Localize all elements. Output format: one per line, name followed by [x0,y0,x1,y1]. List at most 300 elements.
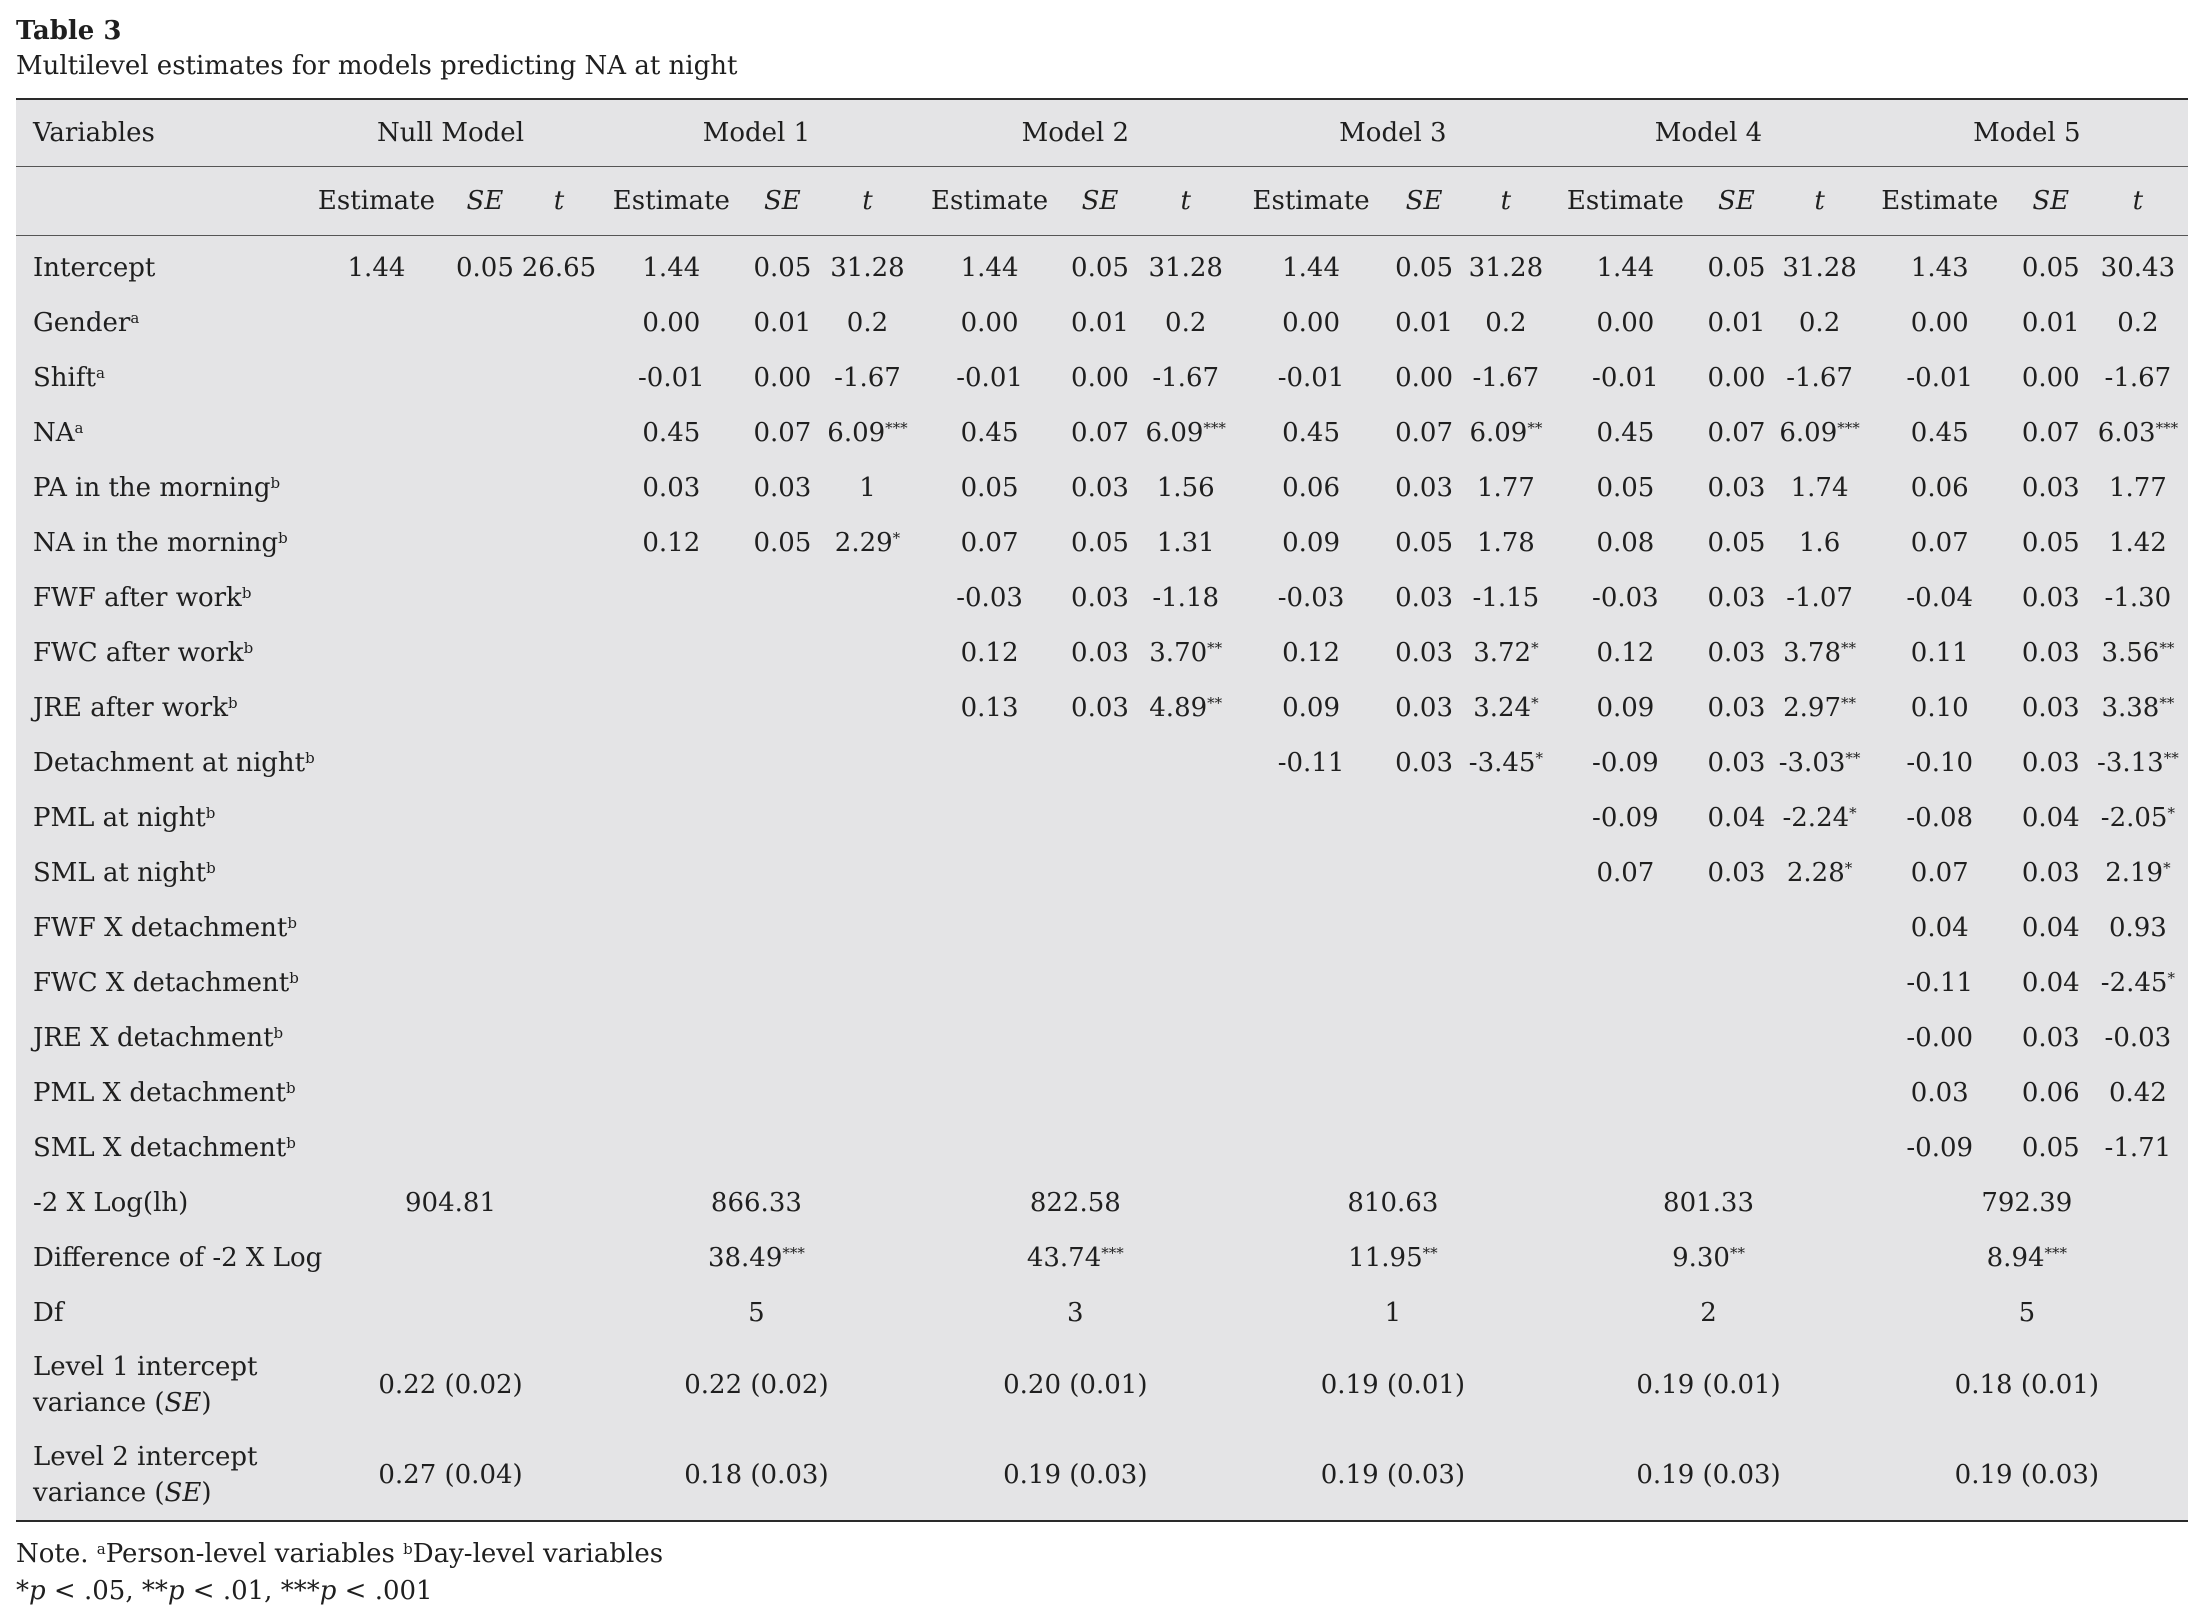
estimate-cell [916,570,1063,625]
cell-value: 0.00 [753,362,812,393]
cell-value: -0.00 [1906,1022,1974,1053]
cell-value: 6.03 [2097,417,2156,448]
estimate-cell [1551,735,1699,790]
table-row [16,1120,2188,1175]
se-cell [746,1010,819,1065]
t-cell [521,1120,596,1175]
se-cell [1063,735,1137,790]
estimate-cell [304,515,448,570]
significance-stars: ** [1207,693,1223,712]
t-cell [819,236,916,296]
cell-value: 0.03 [1395,472,1454,503]
fit-value-cell [1551,1285,1865,1340]
p-star: ** [141,1576,168,1606]
fit-label: -2 X Log(lh) [33,1187,189,1218]
se-cell [449,790,522,845]
se-cell [1388,350,1461,405]
significance-stars: * [892,528,901,547]
note-sup-b: b [403,1540,413,1558]
table-row [16,790,2188,845]
model-header: Model 1 [597,99,917,167]
variable-label [16,845,304,900]
t-header: t [819,167,916,236]
table-row [16,625,2188,680]
cell-value: 0.03 [1707,857,1766,888]
se-cell [746,790,819,845]
p-star: * [16,1576,29,1606]
fit-value: 3 [1067,1297,1084,1328]
se-cell [449,350,522,405]
se-cell [449,1120,522,1175]
fit-value-cell [597,1230,917,1285]
se-cell [746,955,819,1010]
cell-value: 0.03 [1707,472,1766,503]
t-cell [521,845,596,900]
cell-value: 0.2 [1485,307,1527,338]
variable-label [16,570,304,625]
se-cell [2014,1010,2088,1065]
estimate-cell [1866,955,2014,1010]
t-cell [2088,460,2188,515]
estimate-cell [1866,350,2014,405]
cell-value: 0.03 [2021,472,2080,503]
cell-value: 0.03 [2021,1022,2080,1053]
variable-label [16,460,304,515]
t-cell [1773,625,1865,680]
model-header: Model 4 [1551,99,1865,167]
t-cell [2088,570,2188,625]
cell-value: 0.12 [1596,637,1655,668]
fit-value: 38.49 [707,1242,783,1273]
se-cell [1388,955,1461,1010]
empty-header-cell [16,167,304,236]
cell-value: 0.05 [960,472,1019,503]
t-cell [1773,236,1865,296]
variable-label [16,515,304,570]
t-cell [819,1010,916,1065]
se-cell [2014,350,2088,405]
t-cell [1773,1010,1865,1065]
table-row [16,735,2188,790]
estimate-cell [597,350,746,405]
se-cell [1388,790,1461,845]
cell-value: 0.01 [2021,307,2080,338]
cell-value: 1.44 [960,252,1019,283]
se-cell [746,236,819,296]
t-cell [819,350,916,405]
fit-row [16,1230,2188,1285]
estimate-cell [916,955,1063,1010]
variance-row [16,1430,2188,1521]
variable-label [16,735,315,790]
se-cell [746,900,819,955]
note-line-1 [16,1536,2188,1573]
se-cell [1063,900,1137,955]
t-cell [1773,1065,1865,1120]
se-cell [1063,350,1137,405]
estimate-cell [1551,1010,1699,1065]
cell-value: 0.07 [1707,417,1766,448]
variable-name: PA in the morning [33,472,271,503]
se-cell [1388,680,1461,735]
cell-value: 0.03 [1071,582,1129,613]
fit-value-cell [1866,1230,2188,1285]
t-cell [1773,680,1865,735]
table-note [16,1522,2188,1614]
se-cell [1063,1010,1137,1065]
variance-value: 0.18 (0.01) [1954,1370,2100,1400]
t-cell [1773,295,1865,350]
t-cell [521,1065,596,1120]
estimate-cell [1551,460,1699,515]
cell-value: -1.67 [834,362,901,393]
variance-value: 0.18 (0.03) [597,1430,917,1521]
se-cell [1388,515,1461,570]
significance-stars: ** [2159,638,2175,657]
t-cell [819,1120,916,1175]
estimate-cell [597,1065,746,1120]
estimate-cell [1234,295,1387,350]
se-cell [449,515,522,570]
table-row [16,845,2188,900]
t-cell [1137,460,1234,515]
t-cell [819,680,916,735]
t-cell [521,350,596,405]
t-cell [1773,515,1865,570]
estimate-cell [1866,460,2014,515]
estimate-cell [597,955,746,1010]
cell-value: 0.05 [1707,252,1766,283]
t-cell [819,955,916,1010]
estimate-cell [304,405,448,460]
estimate-cell [304,1010,448,1065]
estimate-cell [916,405,1063,460]
cell-value: 0.07 [1071,417,1129,448]
cell-value: 0.07 [1395,417,1454,448]
fit-value-cell [1234,1175,1551,1230]
table-row [16,1010,2188,1065]
t-cell [1460,350,1551,405]
variable-name: Gender [33,307,131,338]
significance-stars: *** [1837,418,1860,437]
t-cell [1460,460,1551,515]
estimate-header: Estimate [1866,167,2014,236]
estimate-cell [304,350,448,405]
se-cell [1699,350,1773,405]
cell-value: 0.04 [2021,967,2080,998]
cell-value: 1.74 [1790,472,1849,503]
cell-value: 0.00 [1071,362,1129,393]
fit-value: 866.33 [710,1187,802,1218]
t-cell [819,900,916,955]
cell-value: 0.05 [753,527,812,558]
cell-value: -3.03 [1778,747,1846,778]
table-figure [16,14,2188,1614]
cell-value: 0.2 [1165,307,1207,338]
se-cell [1063,790,1137,845]
estimate-cell [1234,845,1387,900]
cell-value: 0.03 [1071,472,1129,503]
se-cell [1388,236,1461,296]
significance-stars: * [1531,638,1539,657]
estimate-cell [304,1120,448,1175]
estimate-cell [597,570,746,625]
estimate-cell [304,625,448,680]
cell-value: -0.09 [1592,802,1659,833]
se-cell [1388,405,1461,460]
cell-value: 0.05 [2021,252,2080,283]
estimate-cell [1551,1120,1699,1175]
se-cell [746,295,819,350]
se-cell [1063,1065,1137,1120]
cell-value: 0.45 [1282,417,1340,448]
estimate-cell [1234,460,1387,515]
se-cell [1063,845,1137,900]
variable-name: Intercept [33,252,156,283]
variable-label [16,790,304,845]
se-cell [449,900,522,955]
se-cell [2014,236,2088,296]
cell-value: 0.00 [960,307,1019,338]
t-cell [2088,236,2188,296]
t-cell [1773,735,1865,790]
cell-value: 3.70 [1149,637,1208,668]
variable-level-marker: a [74,418,84,437]
t-cell [2088,790,2188,845]
t-cell [2088,955,2188,1010]
fit-value-cell [1551,1230,1865,1285]
table-row [16,680,2188,735]
cell-value: 0.04 [2021,802,2080,833]
variable-level-marker: b [241,583,252,602]
se-cell [1388,1065,1461,1120]
se-cell [1699,900,1773,955]
estimate-cell [1234,735,1387,790]
estimate-header: Estimate [304,167,448,236]
significance-stars: ** [1527,418,1543,437]
cell-value: 2.19 [2105,857,2164,888]
t-cell [1460,236,1551,296]
significance-stars: *** [1101,1243,1124,1262]
estimate-cell [1866,1065,2014,1120]
cell-value: 0.03 [1395,747,1454,778]
table-body [16,236,2188,1522]
significance-stars: *** [2155,418,2179,437]
cell-value: 0.03 [2021,637,2080,668]
t-cell [1460,570,1551,625]
cell-value: 0.03 [2021,857,2080,888]
estimate-cell [1551,1065,1699,1120]
variable-level-marker: b [273,1023,284,1042]
variable-label [16,955,304,1010]
variable-label [16,680,304,735]
cell-value: 0.07 [1910,857,1969,888]
estimate-cell [1866,735,2014,790]
cell-value: 0.05 [1071,527,1129,558]
se-cell [1063,515,1137,570]
significance-stars: *** [782,1243,805,1262]
cell-value: 0.06 [2021,1077,2080,1108]
cell-value: 0.07 [2021,417,2080,448]
cell-value: 1.77 [2108,472,2167,503]
se-cell [1388,570,1461,625]
fit-row [16,1175,2188,1230]
estimate-cell [1866,515,2014,570]
t-cell [2088,1010,2188,1065]
estimate-cell [597,295,746,350]
fit-value-cell [916,1285,1234,1340]
variable-label [16,900,304,955]
variable-level-marker: b [289,968,299,987]
fit-value-cell [916,1175,1234,1230]
se-cell [2014,845,2088,900]
se-cell [2014,405,2088,460]
table-row [16,236,2188,296]
estimate-cell [1551,625,1699,680]
se-cell [1699,790,1773,845]
table-row [16,350,2188,405]
table-row [16,460,2188,515]
variable-name: PML at night [33,802,206,833]
estimate-cell [1551,680,1699,735]
variable-level-marker: a [130,308,140,327]
note-b-text: Day-level variables [412,1539,664,1569]
significance-stars: * [1531,693,1539,712]
estimate-cell [916,900,1063,955]
cell-value: 4.89 [1149,692,1208,723]
se-cell [1699,625,1773,680]
se-cell [1699,295,1773,350]
cell-value: 0.05 [2021,1132,2080,1163]
se-cell [2014,900,2088,955]
variables-header: Variables [16,99,304,167]
model-header: Model 2 [916,99,1234,167]
t-cell [1137,1120,1234,1175]
significance-stars: * [1844,858,1853,877]
se-cell [1063,405,1137,460]
cell-value: -0.10 [1906,747,1974,778]
se-cell [746,735,819,790]
variable-name: JRE X detachment [33,1022,274,1053]
estimate-cell [1234,1120,1387,1175]
t-cell [521,295,596,350]
cell-value: -2.05 [2100,802,2168,833]
cell-value: -1.15 [1472,582,1540,613]
cell-value: 2.28 [1786,857,1845,888]
cell-value: 0.01 [1707,307,1766,338]
significance-stars: * [1535,748,1543,767]
cell-value: 0.07 [753,417,812,448]
estimate-cell [1234,625,1387,680]
estimate-cell [304,295,448,350]
se-cell [1388,900,1461,955]
significance-stars: * [2163,858,2171,877]
variable-name: FWC X detachment [33,967,290,998]
variable-name: JRE after work [33,692,228,723]
note-a-text: Person-level variables [105,1539,404,1569]
cell-value: 0.07 [1910,527,1969,558]
fit-label: Difference of -2 X Log [33,1242,323,1273]
cell-value: -0.09 [1906,1132,1974,1163]
cell-value: 0.01 [1395,307,1454,338]
p-symbol: p [319,1576,337,1606]
fit-value-cell [1866,1285,2188,1340]
significance-stars: *** [1203,418,1226,437]
cell-value: 0.2 [846,307,889,338]
cell-value: 0.06 [1910,472,1969,503]
variance-value: 0.19 (0.03) [1551,1430,1865,1521]
cell-value: 0.08 [1596,527,1655,558]
t-cell [1137,845,1234,900]
variable-name: FWC after work [33,637,244,668]
estimate-header: Estimate [916,167,1063,236]
t-cell [1137,1010,1234,1065]
estimate-cell [597,680,746,735]
se-cell [2014,1120,2088,1175]
cell-value: 0.00 [1596,307,1655,338]
significance-stars: ** [1207,638,1223,657]
variance-value: 0.19 (0.03) [1234,1430,1551,1521]
cell-value: 0.01 [753,307,812,338]
fit-value-cell [597,1285,917,1340]
variance-label-se: SE [164,1478,202,1508]
significance-stars: * [1849,803,1857,822]
se-cell [1699,680,1773,735]
cell-value: -0.08 [1906,802,1974,833]
variable-label [16,625,304,680]
fit-value-cell [597,1175,917,1230]
variance-label-main: Level 1 intercept [33,1352,258,1382]
fit-value-cell [304,1285,596,1340]
fit-value: 822.58 [1029,1187,1121,1218]
t-cell [819,405,916,460]
variable-level-marker: b [205,803,216,822]
t-cell [1137,735,1234,790]
t-cell [521,680,596,735]
se-cell [746,405,819,460]
estimate-cell [1551,845,1699,900]
t-cell [1137,1065,1234,1120]
p-threshold: < .05, [45,1576,142,1606]
cell-value: 0.03 [1071,637,1129,668]
estimate-cell [1866,295,2014,350]
table-row [16,955,2188,1010]
cell-value: 0.09 [1596,692,1655,723]
se-cell [1063,295,1137,350]
variable-name: Detachment at night [33,747,306,778]
estimate-cell [597,515,746,570]
significance-stars: *** [2044,1243,2068,1262]
cell-value: 0.03 [1395,582,1454,613]
se-cell [1699,1065,1773,1120]
t-cell [2088,900,2188,955]
fit-value-cell [304,1230,596,1285]
t-cell [521,790,596,845]
cell-value: -0.03 [956,582,1023,613]
estimate-cell [916,515,1063,570]
se-cell [1388,735,1461,790]
cell-value: -0.04 [1906,582,1974,613]
variance-value: 0.22 (0.02) [378,1370,523,1400]
cell-value: 0.03 [1395,637,1454,668]
t-cell [2088,625,2188,680]
t-cell [1460,680,1551,735]
estimate-cell [1551,515,1699,570]
t-cell [1460,735,1551,790]
estimate-cell [304,680,448,735]
se-header: SE [1388,167,1461,236]
se-cell [2014,460,2088,515]
